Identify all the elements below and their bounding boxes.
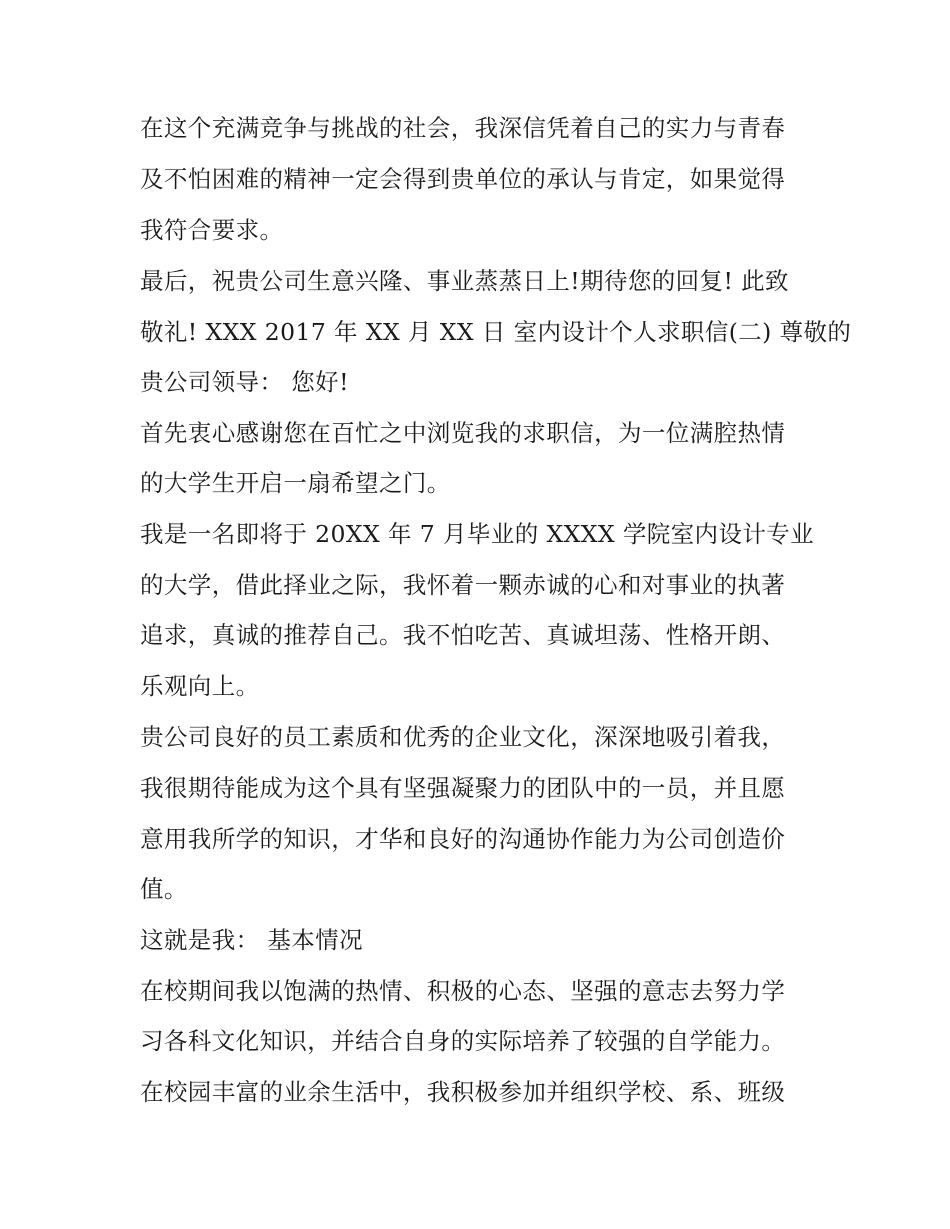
text-line: 及不怕困难的精神一定会得到贵单位的承认与肯定，如果觉得 — [140, 165, 786, 193]
text-line: 我符合要求。 — [140, 216, 284, 244]
text-line: 追求，真诚的推荐自己。我不怕吃苦、真诚坦荡、性格开朗、 — [140, 621, 786, 649]
text-line: 贵公司领导： 您好! — [140, 368, 349, 396]
text-line: 这就是我： 基本情况 — [140, 926, 363, 954]
text-line: 的大学，借此择业之际，我怀着一颗赤诚的心和对事业的执著 — [140, 571, 786, 599]
text-line: 在这个充满竞争与挑战的社会，我深信凭着自己的实力与青春 — [140, 114, 786, 142]
text-line: 最后，祝贵公司生意兴隆、事业蒸蒸日上!期待您的回复! 此致 — [140, 267, 789, 295]
text-line: 乐观向上。 — [140, 672, 260, 700]
text-line: 敬礼! XXX 2017 年 XX 月 XX 日 室内设计个人求职信(二) 尊敬的 — [140, 318, 852, 346]
text-line: 我很期待能成为这个具有坚强凝聚力的团队中的一员，并且愿 — [140, 774, 786, 802]
text-line: 首先衷心感谢您在百忙之中浏览我的求职信，为一位满腔热情 — [140, 419, 786, 447]
text-line: 在校园丰富的业余生活中，我积极参加并组织学校、系、班级 — [140, 1078, 786, 1106]
text-line: 我是一名即将于 20XX 年 7 月毕业的 XXXX 学院室内设计专业 — [140, 520, 815, 548]
text-line: 贵公司良好的员工素质和优秀的企业文化，深深地吸引着我， — [140, 723, 786, 751]
text-line: 意用我所学的知识，才华和良好的沟通协作能力为公司创造价 — [140, 825, 786, 853]
text-line: 值。 — [140, 875, 188, 903]
text-line: 的大学生开启一扇希望之门。 — [140, 469, 451, 497]
text-line: 习各科文化知识，并结合自身的实际培养了较强的自学能力。 — [140, 1027, 786, 1055]
text-line: 在校期间我以饱满的热情、积极的心态、坚强的意志去努力学 — [140, 977, 786, 1005]
